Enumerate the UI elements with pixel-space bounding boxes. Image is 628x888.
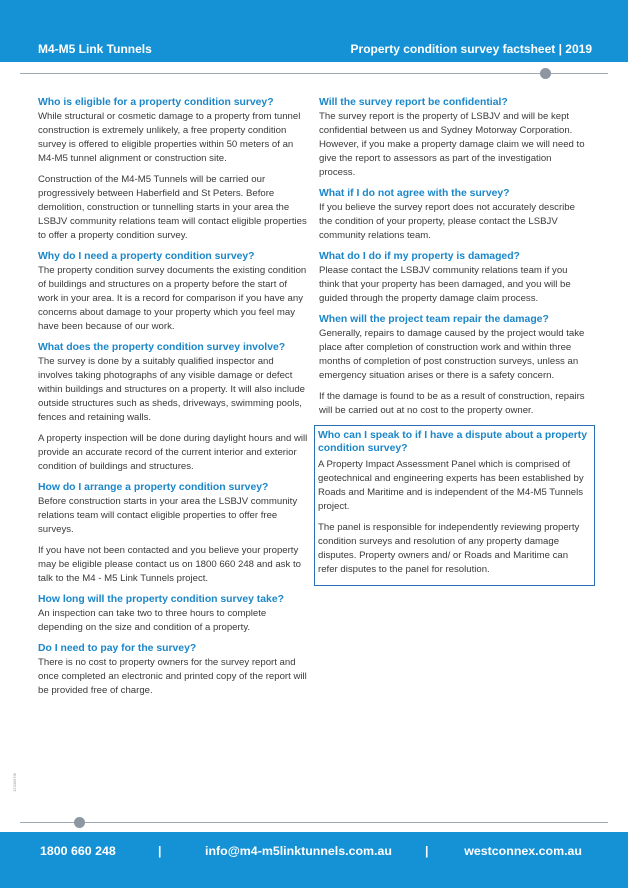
faq-section xyxy=(38,250,308,334)
print-code: 1234567/8 xyxy=(12,773,17,792)
dispute-answer: A Property Impact Assessment Panel which is comprised of geotechnical and engineering experts has been established by Roads and Maritime and is independent of the M4-M5 Tunnels project. xyxy=(318,459,584,512)
dispute-callout-box xyxy=(314,425,595,586)
footer-phone: 1800 660 248 xyxy=(40,844,116,858)
faq-answer: Please contact the LSBJV community relations team if you think that your property has been damaged, and you will be guided through the property damage claim process. xyxy=(319,265,571,304)
faq-answer: An inspection can take two to three hours to complete depending on the size and condition of a property. xyxy=(38,608,267,633)
footer-email-link[interactable]: info@m4-m5linktunnels.com.au xyxy=(205,844,392,858)
dispute-question: Who can I speak to if I have a dispute about a property condition survey? xyxy=(318,430,588,454)
faq-section xyxy=(319,250,589,306)
faq-section xyxy=(38,642,308,698)
faq-answer: There is no cost to property owners for the survey report and once completed an electronic and printed copy of the report will be provided free of charge. xyxy=(38,657,307,696)
header-divider xyxy=(20,73,608,74)
footer-website-link[interactable]: westconnex.com.au xyxy=(464,844,582,858)
faq-question: Do I need to pay for the survey? xyxy=(38,643,197,654)
faq-answer: A property inspection will be done during daylight hours and will provide an accurate record of the current interior and exterior condition of buildings and structures. xyxy=(38,433,308,472)
footer-divider-dot xyxy=(74,817,85,828)
faq-question: When will the project team repair the damage? xyxy=(319,314,549,325)
faq-section xyxy=(319,187,589,243)
faq-answer: The property condition survey documents the existing condition of buildings and structures on a property before the start of work in your area. It is a record for comparison if you have any concerns about damage to your property which you feel may have been because of our work. xyxy=(38,265,307,332)
page-header xyxy=(0,0,628,62)
footer-separator: | xyxy=(158,844,162,858)
faq-answer: If you believe the survey report does not accurately describe the condition of your property, please contact the LSBJV community relations team. xyxy=(319,202,575,241)
faq-section xyxy=(38,341,308,474)
faq-section xyxy=(38,96,308,243)
faq-answer: If the damage is found to be as a result of construction, repairs will be carried out at no cost to the property owner. xyxy=(319,391,585,416)
faq-answer: Generally, repairs to damage caused by the project would take place after completion of construction work and within three months of completion of post construction surveys, unless an emergency situation arises or there is a safety concern. xyxy=(319,328,585,381)
faq-question: What does the property condition survey involve? xyxy=(38,342,286,353)
page-footer xyxy=(0,832,628,888)
right-column xyxy=(319,96,589,586)
header-divider-dot xyxy=(540,68,551,79)
header-project-title: M4-M5 Link Tunnels xyxy=(38,42,152,56)
faq-answer: Construction of the M4-M5 Tunnels will be carried our progressively between Haberfield and St Peters. Before demolition, construction or tunnelling starts in your area the LSBJV community relations team will contact eligible properties to offer a property condition survey. xyxy=(38,174,307,241)
dispute-answer: The panel is responsible for independently reviewing property condition surveys and resolution of any property damage disputes. Property owners and/ or Roads and Maritime can refer disputes to the panel for resolution. xyxy=(318,522,580,575)
faq-section xyxy=(319,313,589,418)
faq-section xyxy=(38,593,308,635)
faq-question: How long will the property condition survey take? xyxy=(38,594,284,605)
left-column xyxy=(38,96,308,705)
faq-section xyxy=(319,96,589,180)
faq-answer: Before construction starts in your area the LSBJV community relations team will contact eligible properties to offer free surveys. xyxy=(38,496,298,535)
faq-question: Who is eligible for a property condition survey? xyxy=(38,97,274,108)
faq-question: What if I do not agree with the survey? xyxy=(319,188,510,199)
faq-answer: While structural or cosmetic damage to a property from tunnel construction is extremely unlikely, a free property condition survey is offered to eligible properties within 50 meters of an M4-M5 tunnel alignment or construction site. xyxy=(38,111,301,164)
header-document-title: Property condition survey factsheet | 2019 xyxy=(350,42,592,56)
faq-section xyxy=(38,481,308,586)
faq-question: What do I do if my property is damaged? xyxy=(319,251,520,262)
faq-question: How do I arrange a property condition survey? xyxy=(38,482,269,493)
footer-divider xyxy=(20,822,608,823)
faq-question: Will the survey report be confidential? xyxy=(319,97,508,108)
faq-answer: The survey is done by a suitably qualified inspector and involves taking photographs of any visible damage or defect within buildings and structures on a property. It will also include outside structures such as sheds, driveways, swimming pools, fences and retaining walls. xyxy=(38,356,305,423)
faq-answer: If you have not been contacted and you believe your property may be eligible please contact us on 1800 660 248 and ask to talk to the M4 - M5 Link Tunnels project. xyxy=(38,545,301,584)
faq-question: Why do I need a property condition survey? xyxy=(38,251,255,262)
faq-answer: The survey report is the property of LSBJV and will be kept confidential between us and Sydney Motorway Corporation. However, if you make a property damage claim we will need to give the report to assessors as part of the investigation process. xyxy=(319,111,585,178)
footer-separator: | xyxy=(425,844,429,858)
